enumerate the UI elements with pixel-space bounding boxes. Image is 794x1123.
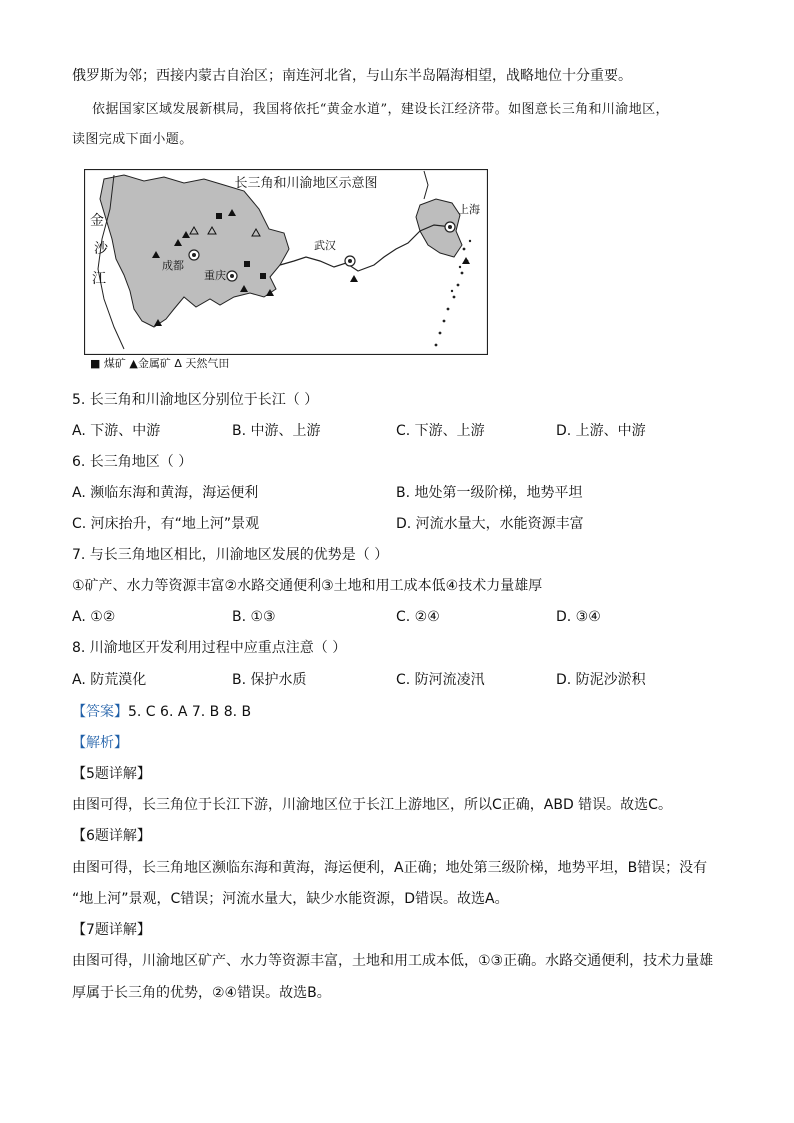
detail-7-text-2: 厚属于长三角的优势，②④错误。故选B。 xyxy=(72,985,331,1001)
label-wuhan: 武汉 xyxy=(314,239,336,252)
intro-line-2: 读图完成下面小题。 xyxy=(72,132,193,147)
wuhan-city xyxy=(345,256,355,266)
shanghai-city xyxy=(445,222,455,232)
q6-option-d: D. 河流水量大，水能资源丰富 xyxy=(396,516,584,532)
continuation-text: 俄罗斯为邻；西接内蒙古自治区；南连河北省，与山东半岛隔海相望，战略地位十分重要。 xyxy=(72,68,632,84)
question-8-stem: 8. 川渝地区开发利用过程中应重点注意（ ） xyxy=(72,640,347,656)
q5-option-d: D. 上游、中游 xyxy=(556,423,646,439)
chengdu-city xyxy=(189,250,199,260)
q8-option-c: C. 防河流凌汛 xyxy=(396,672,485,688)
detail-6-text-2: “地上河”景观，C错误；河流水量大，缺少水能资源，D错误。故选A。 xyxy=(72,891,509,907)
q5-option-b: B. 中游、上游 xyxy=(232,423,321,439)
label-chengdu: 成都 xyxy=(162,259,184,272)
label-jiang: 江 xyxy=(92,271,106,287)
label-jin: 金 xyxy=(90,213,104,229)
question-5-stem: 5. 长三角和川渝地区分别位于长江（ ） xyxy=(72,392,319,408)
answer-line xyxy=(72,702,251,722)
q8-option-d: D. 防泥沙淤积 xyxy=(556,672,646,688)
map-legend: ■ 煤矿 ▲金属矿 Δ 天然气田 xyxy=(90,357,230,370)
q7-option-a: A. ①② xyxy=(72,609,116,625)
detail-6-text-1: 由图可得，长三角地区濒临东海和黄海，海运便利，A正确；地处第三级阶梯，地势平坦，B错误；没有 xyxy=(72,860,708,876)
answer-text: 5. C 6. A 7. B 8. B xyxy=(128,704,252,720)
q5-option-a: A. 下游、中游 xyxy=(72,423,161,439)
map-title: 长三角和川渝地区示意图 xyxy=(234,176,378,191)
question-7-stem: 7. 与长三角地区相比，川渝地区发展的优势是（ ） xyxy=(72,547,389,563)
detail-5-text: 由图可得，长三角位于长江下游，川渝地区位于长江上游地区，所以C正确，ABD 错误。故选C。 xyxy=(72,797,672,813)
yangtze-map xyxy=(84,169,488,355)
q7-option-c: C. ②④ xyxy=(396,609,440,625)
label-shanghai: 上海 xyxy=(458,203,480,216)
detail-7-text-1: 由图可得，川渝地区矿产、水力等资源丰富，土地和用工成本低，①③正确。水路交通便利，技术力量雄 xyxy=(72,953,714,969)
answer-label: 【答案】 xyxy=(72,704,128,720)
question-6-stem: 6. 长三角地区（ ） xyxy=(72,454,193,470)
q6-option-c: C. 河床抬升，有“地上河”景观 xyxy=(72,516,260,532)
detail-5-label: 【5题详解】 xyxy=(72,766,151,782)
q8-option-b: B. 保护水质 xyxy=(232,672,307,688)
q7-option-b: B. ①③ xyxy=(232,609,276,625)
label-chongqing: 重庆 xyxy=(204,269,226,282)
q7-option-d: D. ③④ xyxy=(556,609,601,625)
chongqing-city xyxy=(227,271,237,281)
q6-option-b: B. 地处第一级阶梯，地势平坦 xyxy=(396,485,583,501)
q5-option-c: C. 下游、上游 xyxy=(396,423,485,439)
q8-option-a: A. 防荒漠化 xyxy=(72,672,147,688)
detail-6-label: 【6题详解】 xyxy=(72,828,151,844)
intro-line-1: 依据国家区域发展新棋局，我国将依托“黄金水道”，建设长江经济带。如图意长三角和川渝地区， xyxy=(92,102,669,117)
label-sha: 沙 xyxy=(94,241,108,257)
analysis-label: 【解析】 xyxy=(72,735,128,751)
detail-7-label: 【7题详解】 xyxy=(72,922,151,938)
question-7-items: ①矿产、水力等资源丰富②水路交通便利③土地和用工成本低④技术力量雄厚 xyxy=(72,578,543,594)
q6-option-a: A. 濒临东海和黄海，海运便利 xyxy=(72,485,259,501)
